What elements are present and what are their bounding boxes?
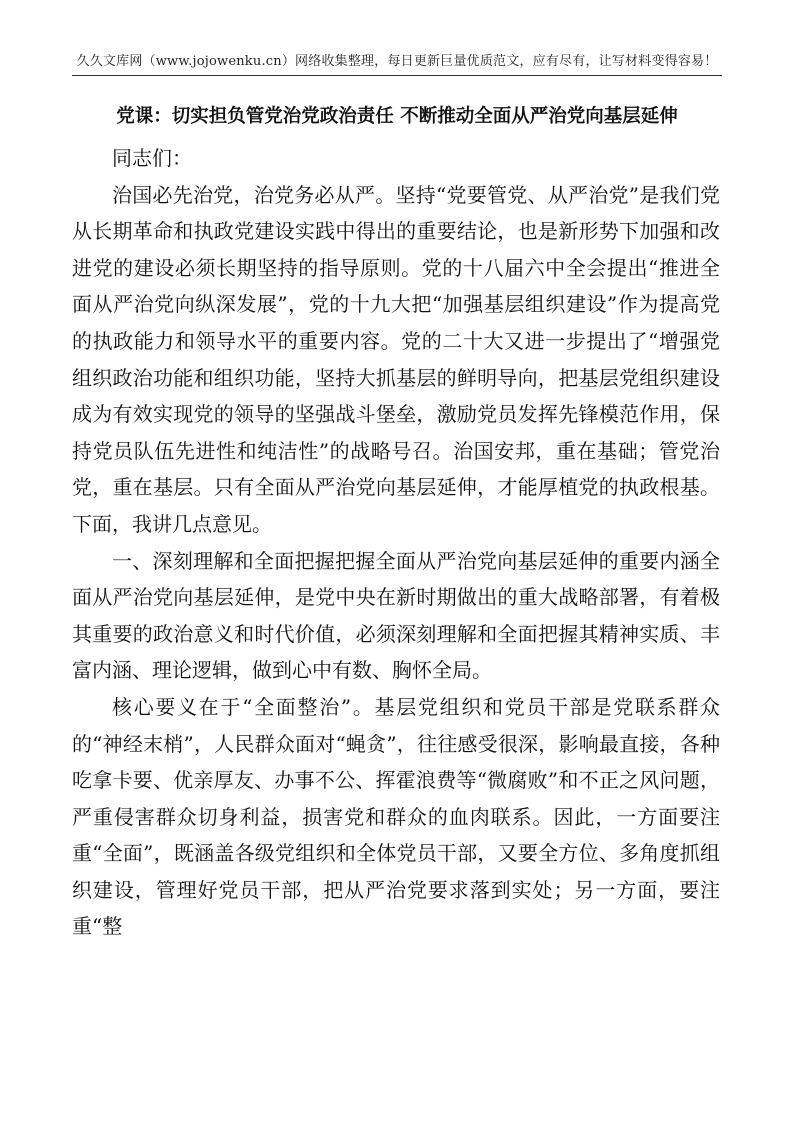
page-header: 久久文库网（www.jojowenku.cn）网络收集整理，每日更新巨量优质范文，应有尽有，让写材料变得容易！	[76, 54, 718, 69]
paragraph-core-meaning: 核心要义在于“全面整治”。基层党组织和党员干部是党联系群众的“神经末梢”，人民群众面对“蝇贪”，往往感受很深，影响最直接，各种吃拿卡要、优亲厚友、办事不公、挥霍浪费等“微腐败”和不正之风问题，严重侵害群众切身利益，损害党和群众的血肉联系。因此，一方面要注重“全面”，既涵盖各级党组织和全体党员干部，又要全方位、多角度抓组织建设，管理好党员干部，把从严治党要求落到实处；另一方面，要注重“整	[72, 694, 720, 939]
header-divider	[72, 75, 722, 76]
document-title: 党课：切实担负管党治党政治责任 不断推动全面从严治党向基层延伸	[116, 106, 678, 127]
paragraph-intro: 治国必先治党，治党务必从严。坚持“党要管党、从严治党”是我们党从长期革命和执政党建设实践中得出的重要结论，也是新形势下加强和改进党的建设必须长期坚持的指导原则。党的十八届六中全会提出“推进全面从严治党向纵深发展”，党的十九大把“加强基层组织建设”作为提高党的执政能力和领导水平的重要内容。党的二十大又进一步提出了“增强党组织政治功能和组织功能，坚持大抓基层的鲜明导向，把基层党组织建设成为有效实现党的领导的坚强战斗堡垒，激励党员发挥先锋模范作用，保持党员队伍先进性和纯洁性”的战略号召。治国安邦，重在基础；管党治党，重在基层。只有全面从严治党向基层延伸，才能厚植党的执政根基。下面，我讲几点意见。	[72, 182, 720, 536]
paragraph-section-one: 一、深刻理解和全面把握把握全面从严治党向基层延伸的重要内涵全面从严治党向基层延伸，是党中央在新时期做出的重大战略部署，有着极其重要的政治意义和时代价值，必须深刻理解和全面把握其精神实质、丰富内涵、理论逻辑，做到心中有数、胸怀全局。	[72, 548, 720, 683]
document-body	[72, 140, 720, 945]
salutation: 同志们：	[112, 146, 192, 170]
